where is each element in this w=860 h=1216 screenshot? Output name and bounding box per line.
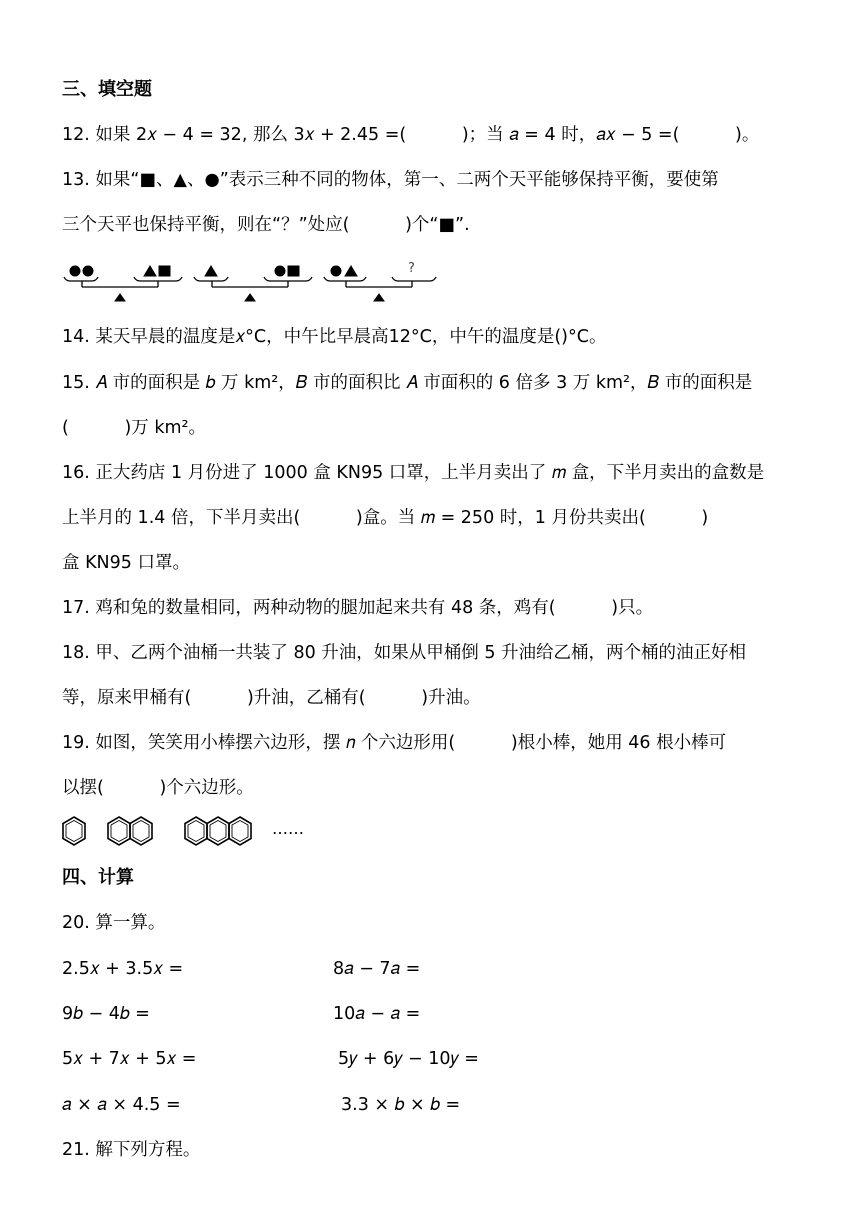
balance-question-mark: ? [408, 261, 415, 276]
calc-3-right: 5𝑦 + 6𝑦 − 10𝑦 = [338, 1049, 479, 1069]
hexagon-1 [63, 817, 85, 845]
balance-scale-1 [64, 266, 182, 301]
balance-scale-2 [194, 266, 312, 301]
question-21: 21. 解下列方程。 [62, 1140, 201, 1160]
question-15-line2: ( )万 km²。 [62, 418, 207, 438]
hexagon-2 [108, 817, 152, 845]
question-13-line1: 13. 如果“■、▲、●”表示三种不同的物体，第一、二两个天平能够保持平衡，要使第 [62, 170, 719, 190]
question-16-line1: 16. 正大药店 1 月份进了 1000 盒 KN95 口罩，上半月卖出了 𝑚 盒，下半月卖出的盒数是 [62, 463, 765, 483]
section-3-title: 三、填空题 [62, 79, 152, 100]
question-18-line1: 18. 甲、乙两个油桶一共装了 80 升油，如果从甲桶倒 5 升油给乙桶，两个桶的油正好相 [62, 643, 747, 663]
question-19-line2: 以摆( )个六边形。 [62, 778, 254, 798]
section-4-title: 四、计算 [62, 867, 134, 888]
question-17: 17. 鸡和兔的数量相同，两种动物的腿加起来共有 48 条，鸡有( )只。 [62, 598, 654, 618]
question-12: 12. 如果 2𝑥 − 4 = 32, 那么 3𝑥 + 2.45 =( )；当 𝑎 = 4 时，𝑎𝑥 − 5 =( )。 [62, 125, 760, 145]
calc-4-right: 3.3 × 𝑏 × 𝑏 = [341, 1095, 461, 1115]
question-20: 20. 算一算。 [62, 913, 166, 933]
calc-1-left: 2.5𝑥 + 3.5𝑥 = [62, 959, 184, 979]
hexagon-3 [185, 817, 251, 845]
calc-2-left: 9𝑏 − 4𝑏 = [62, 1004, 150, 1024]
question-18-line2: 等，原来甲桶有( )升油，乙桶有( )升油。 [62, 688, 481, 708]
balance-scales-figure [62, 255, 442, 303]
calc-1-right: 8𝑎 − 7𝑎 = [333, 959, 421, 979]
question-13-line2: 三个天平也保持平衡，则在“？”处应( )个“■”. [62, 215, 470, 235]
balance-scale-3 [324, 266, 436, 301]
calc-4-left: 𝑎 × 𝑎 × 4.5 = [62, 1095, 181, 1115]
hexagon-ellipsis: …… [272, 819, 304, 838]
calc-2-right: 10𝑎 − 𝑎 = [333, 1004, 421, 1024]
calc-3-left: 5𝑥 + 7𝑥 + 5𝑥 = [62, 1049, 197, 1069]
question-14: 14. 某天早晨的温度是𝑥°C，中午比早晨高12°C，中午的温度是()°C。 [62, 327, 607, 347]
question-16-line2: 上半月的 1.4 倍，下半月卖出( )盒。当 𝑚 = 250 时，1 月份共卖出( ) [62, 508, 709, 528]
question-19-line1: 19. 如图，笑笑用小棒摆六边形，摆 𝑛 个六边形用( )根小棒，她用 46 根小棒可 [62, 733, 727, 753]
hexagon-figure [60, 814, 330, 850]
question-15-line1: 15. 𝐴 市的面积是 𝑏 万 km²，𝐵 市的面积比 𝐴 市面积的 6 倍多 3 万 km²，𝐵 市的面积是 [62, 373, 753, 393]
question-16-line3: 盒 KN95 口罩。 [62, 553, 190, 573]
